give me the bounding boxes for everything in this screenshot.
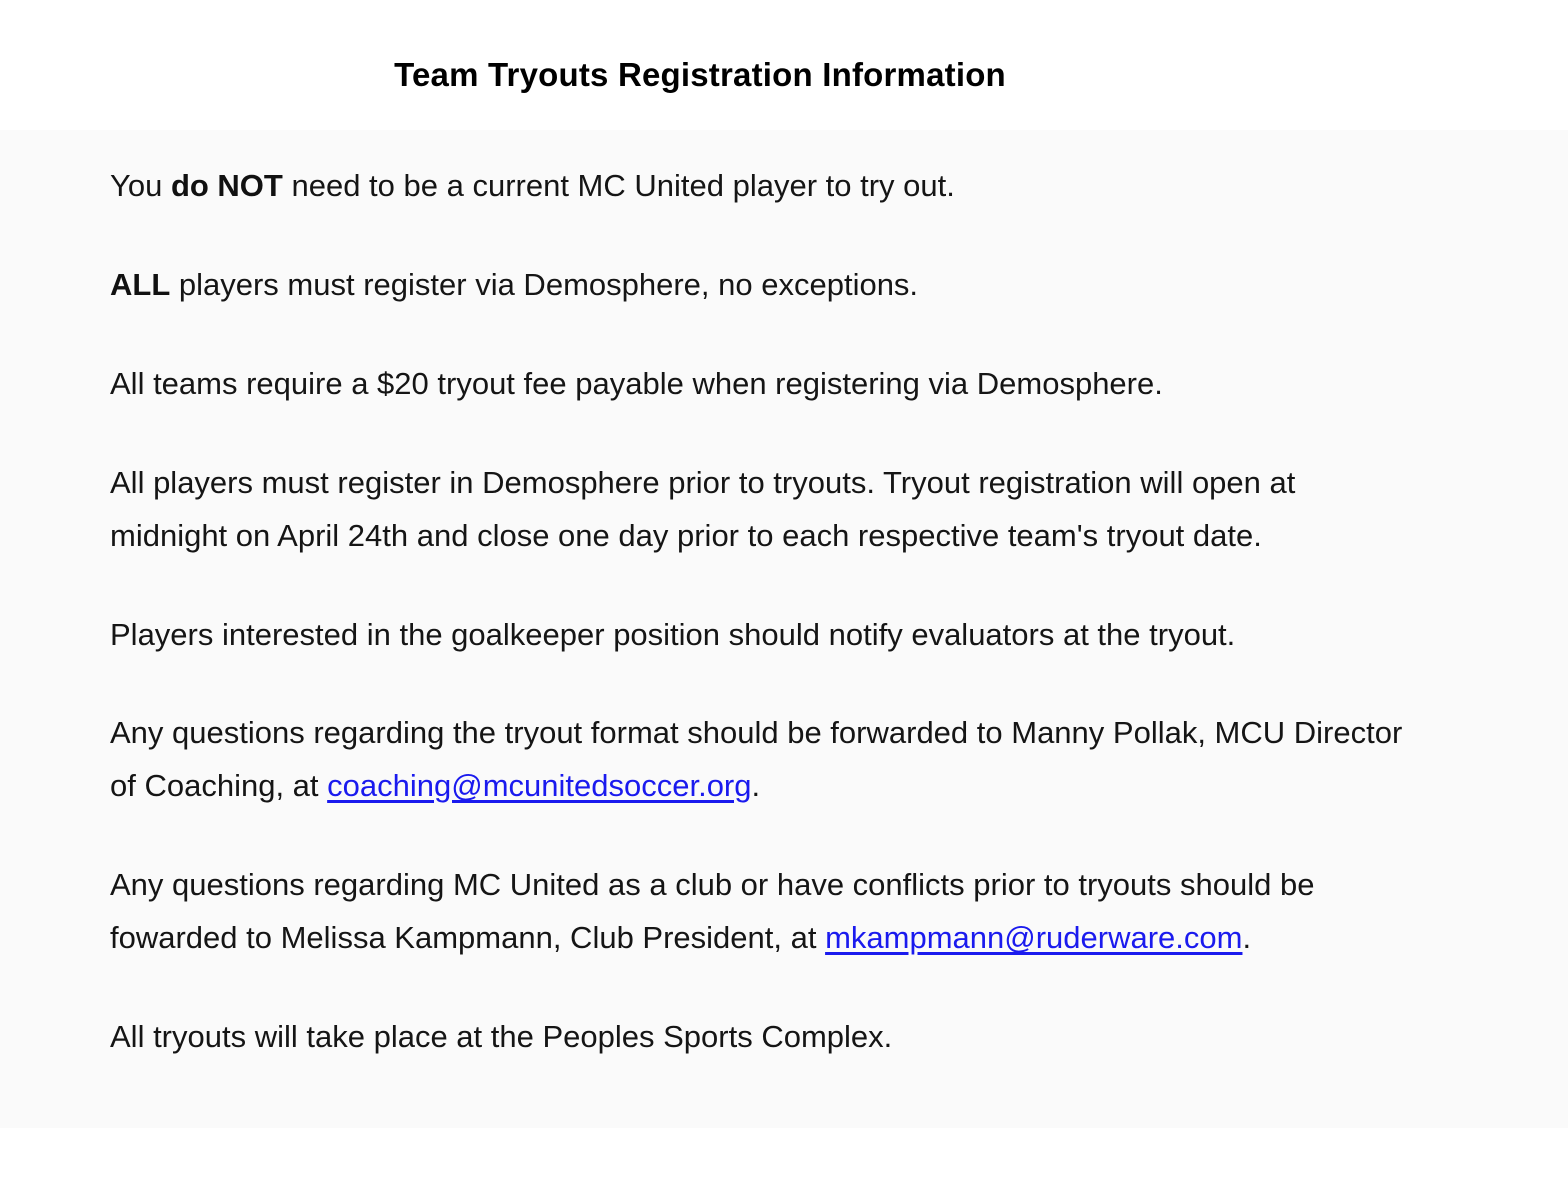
p1-bold: do NOT bbox=[170, 168, 283, 203]
p1-pre: You bbox=[110, 168, 171, 203]
paragraph-format-questions bbox=[110, 706, 1530, 812]
paragraph-location: All tryouts will take place at the Peoples Sports Complex. bbox=[110, 1019, 893, 1054]
paragraph-club-questions bbox=[110, 858, 1530, 964]
p6-line1: Any questions regarding the tryout format should be forwarded to Manny Pollak, MCU Director bbox=[110, 715, 1403, 750]
p1-post: need to be a current MC United player to try out. bbox=[282, 168, 955, 203]
p7-line1: Any questions regarding MC United as a club or have conflicts prior to tryouts should be bbox=[110, 867, 1315, 902]
p2-post: players must register via Demosphere, no exceptions. bbox=[170, 267, 919, 302]
p6-line2-pre: of Coaching, at bbox=[110, 768, 328, 803]
page-title: Team Tryouts Registration Information bbox=[394, 56, 1006, 93]
p4-line1: All players must register in Demosphere prior to tryouts. Tryout registration will open at bbox=[110, 465, 1296, 500]
paragraph-registration-window bbox=[110, 456, 1530, 562]
paragraph-tryout-fee: All teams require a $20 tryout fee payable when registering via Demosphere. bbox=[110, 366, 1163, 401]
p2-bold: ALL bbox=[110, 267, 171, 302]
p7-line2-post: . bbox=[1242, 920, 1252, 955]
president-email-link[interactable]: mkampmann@ruderware.com bbox=[825, 920, 1243, 955]
p4-line2: midnight on April 24th and close one day prior to each respective team's tryout date. bbox=[110, 518, 1262, 553]
paragraph-goalkeeper: Players interested in the goalkeeper position should notify evaluators at the tryout. bbox=[110, 617, 1236, 652]
p6-line2-post: . bbox=[751, 768, 761, 803]
coaching-email-link[interactable]: coaching@mcunitedsoccer.org bbox=[327, 768, 752, 803]
paragraph-not-current-player bbox=[110, 159, 1530, 212]
p7-line2-pre: fowarded to Melissa Kampmann, Club President, at bbox=[110, 920, 826, 955]
paragraph-all-register bbox=[110, 258, 1530, 311]
